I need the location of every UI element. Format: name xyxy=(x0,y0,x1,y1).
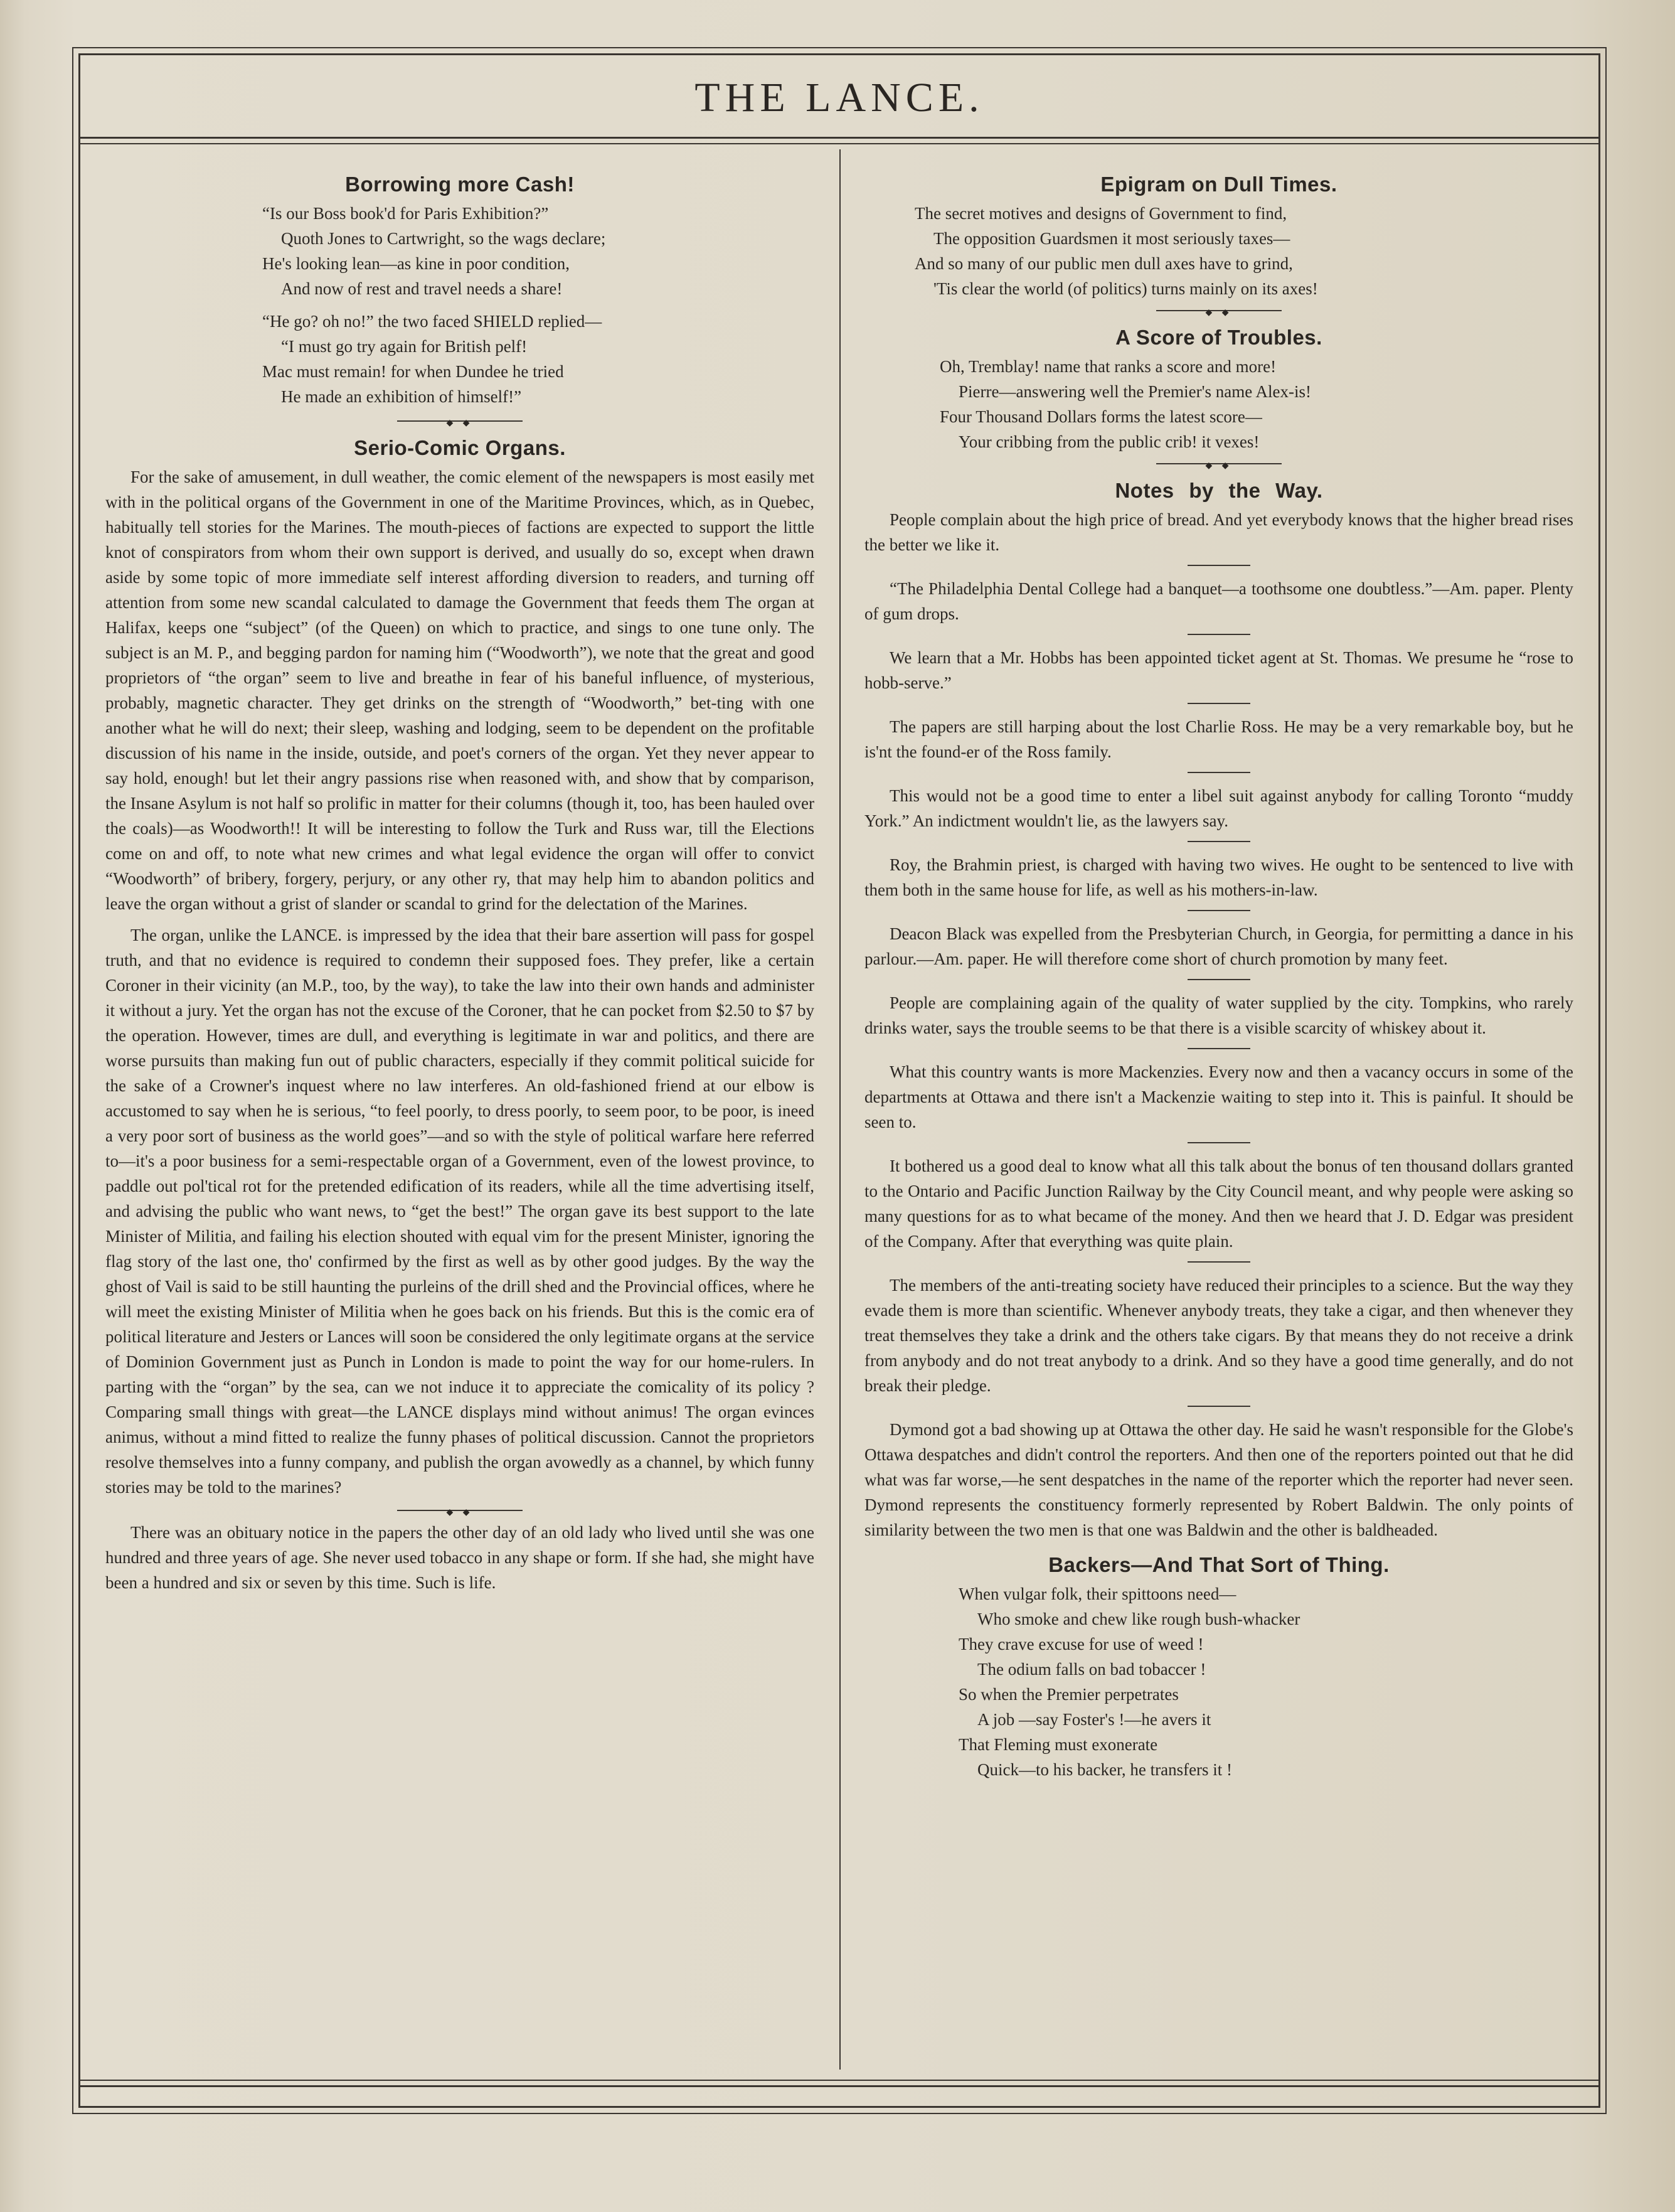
article-paragraph: There was an obituary notice in the papers the other day of an old lady who lived until she was one hundred and three years of age. She never used tobacco in any shape or form. If she had, she might have been a hundred and six or seven by this time. Such is life. xyxy=(105,1523,814,1592)
poem-line: He made an exhibition of himself!” xyxy=(281,387,522,406)
note-separator xyxy=(1188,565,1250,566)
left-column xyxy=(105,162,814,1601)
poem-line: “I must go try again for British pelf! xyxy=(281,337,528,356)
masthead-rule xyxy=(80,137,1598,139)
masthead: THE LANCE. xyxy=(694,75,984,120)
poem-line: Mac must remain! for when Dundee he tried xyxy=(262,362,564,381)
article-title-backers: Backers—And That Sort of Thing. xyxy=(1048,1553,1390,1576)
poem-line: When vulgar folk, their spittoons need— xyxy=(959,1584,1236,1603)
ornament-divider xyxy=(1156,459,1282,468)
note-item: Roy, the Brahmin priest, is charged with having two wives. He ought to be sentenced to live with them both in the same house for life, as well as his mothers-in-law. xyxy=(864,855,1573,899)
note-separator xyxy=(1188,1406,1250,1407)
article-title-borrowing: Borrowing more Cash! xyxy=(345,173,575,196)
note-separator xyxy=(1188,841,1250,842)
note-separator xyxy=(1188,703,1250,704)
article-paragraph: For the sake of amusement, in dull weather, the comic element of the newspapers is most easily met with in the political organs of the Government in one of the Maritime Provinces, which, as in Quebec, habitually tell stories for the Marines. The mouth-pieces of factions are expected to support the little knot of conspirators from whom their own support is derived, and usually do so, except when drawn aside by some topic of more immediate self interest affording diversion to readers, and turning off attention from some new scandal calculated to damage the Government that feeds them The organ at Halifax, keeps one “subject” (of the Queen) on which to practice, and sings to one tune only. The subject is an M. P., and begging pardon for naming him (“Woodworth”), we note that the great and good proprietors of “the organ” seem to live and breathe in fear of his baneful influence, of mysterious, probably, magnetic character. They get drinks on the strength of “Woodworth,” bet-ting with one another what he will do next; their sleep, washing and lodging, seem to be dependent on the profitable discussion of his name in the inside, outside, and poet's corners of the organ. Yet they never appear to say hold, enough! but let their angry passions rise when reasoned with, and show that by comparison, the Insane Asylum is not half so prolific in matter for their columns (though it, too, has been hauled over the coals)—as Woodworth!! It will be interesting to follow the Turk and Russ war, till the Elections come on and off, to note what new crimes and what legal evidence the organ will offer to convict “Woodworth” of bribery, forgery, perjury, or any other ry, that may help him to abandon politics and leave the organ without a grist of slander or scandal to grind for the delectation of the Marines. xyxy=(105,468,815,913)
poem-line: That Fleming must exonerate xyxy=(959,1735,1158,1754)
poem-line: So when the Premier perpetrates xyxy=(959,1685,1179,1704)
poem-line: Pierre—answering well the Premier's name Alex-is! xyxy=(959,382,1311,401)
note-item: The papers are still harping about the lost Charlie Ross. He may be a very remarkable boy, but he is'nt the found-er of the Ross family. xyxy=(864,717,1573,761)
poem-borrowing-stanza-1 xyxy=(105,201,814,301)
ornament-divider xyxy=(1156,306,1282,315)
note-item: People complain about the high price of bread. And yet everybody knows that the higher bread rises the better we like it. xyxy=(864,510,1573,554)
poem-line: Who smoke and chew like rough bush-whacker xyxy=(977,1610,1300,1628)
poem-line: “Is our Boss book'd for Paris Exhibition?” xyxy=(262,204,549,223)
note-separator xyxy=(1188,1048,1250,1049)
poem-line: He's looking lean—as kine in poor condition, xyxy=(262,254,570,273)
article-title-score: A Score of Troubles. xyxy=(1115,326,1322,349)
poem-line: Your cribbing from the public crib! it vexes! xyxy=(959,432,1260,451)
poem-line: Four Thousand Dollars forms the latest score— xyxy=(940,407,1262,426)
poem-backers xyxy=(864,1581,1573,1782)
note-item: The members of the anti-treating society have reduced their principles to a science. But the way they evade them is more than scientific. Whenever anybody treats, they take a cigar, and then whenever they treat themselves they take a drink and the others take cigars. By that means they do not receive a drink from anybody and do not treat anybody to a drink. And so they have a good time generally, and do not break their pledge. xyxy=(864,1276,1573,1395)
article-paragraph: The organ, unlike the LANCE. is impressed by the idea that their bare assertion will pass for gospel truth, and that no evidence is required to condemn their supposed foes. They prefer, like a certain Coroner in their vicinity (an M.P., too, by the way), to take the law into their own hands and administer it without a jury. Yet the organ has not the excuse of the Coroner, that he can pocket from $2.50 to $7 by the operation. However, times are dull, and everything is legitimate in war and politics, and there are worse pursuits than making fun out of public characters, especially if they commit political suicide for the sake of a Crowner's inquest where no law interferes. An old-fashioned friend at our elbow is accustomed to say when he is serious, “to feel poorly, to dress poorly, to seem poor, to be poor, is ineed a very poor sort of business as the world goes”—and so with the style of political warfare here referred to—it's a poor business for a semi-respectable organ of a Government, even of the lowest province, to paddle out pol'tical rot for the pretended edification of its readers, while all the time advertising itself, and advising the public who want news, to “get the best!” The organ gave its best support to the late Minister of Militia, and failing his election shouted with equal vim for the present Minister, ignoring the flag story of the last one, tho' confirmed by the first as well as by other good judges. By the way the ghost of Vail is said to be still haunting the purleins of the drill shed and the Provincial offices, where he will meet the existing Minister of Militia when he goes back on his friends. But this is the comic era of political literature and Jesters or Lances will soon be considered the only legitimate organs at the service of Dominion Government just as Punch in London is made to point the way for our home-rulers. In parting with the “organ” by the sea, can we not induce it to appreciate the comicality of its policy ? Comparing small things with great—the LANCE displays mind without animus! The organ evinces animus, without a mind fitted to realize the funny phases of political discussion. Cannot the proprietors resolve themselves into a funny company, and publish the organ avowedly as a channel, by which funny stories may be told to the marines? xyxy=(105,926,814,1497)
note-item: What this country wants is more Mackenzies. Every now and then a vacancy occurs in some of the departments at Ottawa and there isn't a Mackenzie waiting to step into it. This is painful. It should be seen to. xyxy=(864,1062,1573,1131)
note-separator xyxy=(1188,772,1250,773)
article-title-notes: Notes by the Way. xyxy=(1115,479,1323,502)
poem-borrowing-stanza-2 xyxy=(105,309,814,409)
note-separator xyxy=(1188,910,1250,911)
poem-line: They crave excuse for use of weed ! xyxy=(959,1635,1204,1654)
poem-line: The odium falls on bad tobaccer ! xyxy=(977,1660,1206,1679)
bottom-rule xyxy=(80,2085,1598,2087)
article-title-serio-comic: Serio-Comic Organs. xyxy=(354,436,566,459)
note-item: It bothered us a good deal to know what all this talk about the bonus of ten thousand dollars granted to the Ontario and Pacific Junction Railway by the City Council meant, and why people were asking so many questions for as to what became of the money. And then we heard that J. D. Edgar was president of the Company. After that everything was quite plain. xyxy=(864,1157,1573,1251)
note-item: People are complaining again of the quality of water supplied by the city. Tompkins, who rarely drinks water, says the trouble seems to be that there is a visible scarcity of whiskey about it. xyxy=(864,993,1573,1037)
note-separator xyxy=(1188,1142,1250,1143)
poem-line: Oh, Tremblay! name that ranks a score and more! xyxy=(940,357,1277,376)
note-item: This would not be a good time to enter a libel suit against anybody for calling Toronto “muddy York.” An indictment wouldn't lie, as the lawyers say. xyxy=(864,786,1573,830)
bottom-rule-thin xyxy=(80,2080,1598,2081)
article-title-epigram: Epigram on Dull Times. xyxy=(1100,173,1337,196)
column-divider xyxy=(839,149,841,2070)
note-separator xyxy=(1188,1261,1250,1263)
poem-line: Quoth Jones to Cartwright, so the wags declare; xyxy=(281,229,606,248)
poem-line: 'Tis clear the world (of politics) turns mainly on its axes! xyxy=(933,279,1318,298)
masthead-rule-thin xyxy=(80,143,1598,144)
poem-score xyxy=(864,354,1573,454)
poem-epigram xyxy=(864,201,1573,301)
note-separator xyxy=(1188,979,1250,980)
poem-line: A job —say Foster's !—he avers it xyxy=(977,1710,1211,1729)
note-item: Deacon Black was expelled from the Presbyterian Church, in Georgia, for permitting a dance in his parlour.—Am. paper. He will therefore come short of church promotion by many feet. xyxy=(864,924,1573,968)
note-item: Dymond got a bad showing up at Ottawa the other day. He said he wasn't responsible for the Globe's Ottawa despatches and didn't control the reporters. And then one of the reporters pointed out that he did what was far worse,—he sent despatches in the name of the reporter which the reporter had never seen. Dymond represents the constituency formerly represented by Robert Baldwin. The only points of similarity between the two men is that one was Baldwin and the other is baldheaded. xyxy=(864,1420,1573,1539)
note-item: We learn that a Mr. Hobbs has been appointed ticket agent at St. Thomas. We presume he “rose to hobb-serve.” xyxy=(864,648,1573,692)
ornament-divider xyxy=(397,417,523,425)
poem-line: And now of rest and travel needs a share! xyxy=(281,279,563,298)
right-column xyxy=(864,162,1573,1786)
poem-line: And so many of our public men dull axes have to grind, xyxy=(915,254,1293,273)
poem-line: Quick—to his backer, he transfers it ! xyxy=(977,1760,1233,1779)
poem-line: The secret motives and designs of Government to find, xyxy=(915,204,1287,223)
page-border xyxy=(78,53,1600,2108)
note-item: “The Philadelphia Dental College had a banquet—a toothsome one doubtless.”—Am. paper. Plenty of gum drops. xyxy=(864,579,1573,623)
ornament-divider xyxy=(397,1506,523,1515)
poem-line: “He go? oh no!” the two faced SHIELD replied— xyxy=(262,312,602,331)
note-separator xyxy=(1188,634,1250,635)
poem-line: The opposition Guardsmen it most seriously taxes— xyxy=(933,229,1290,248)
